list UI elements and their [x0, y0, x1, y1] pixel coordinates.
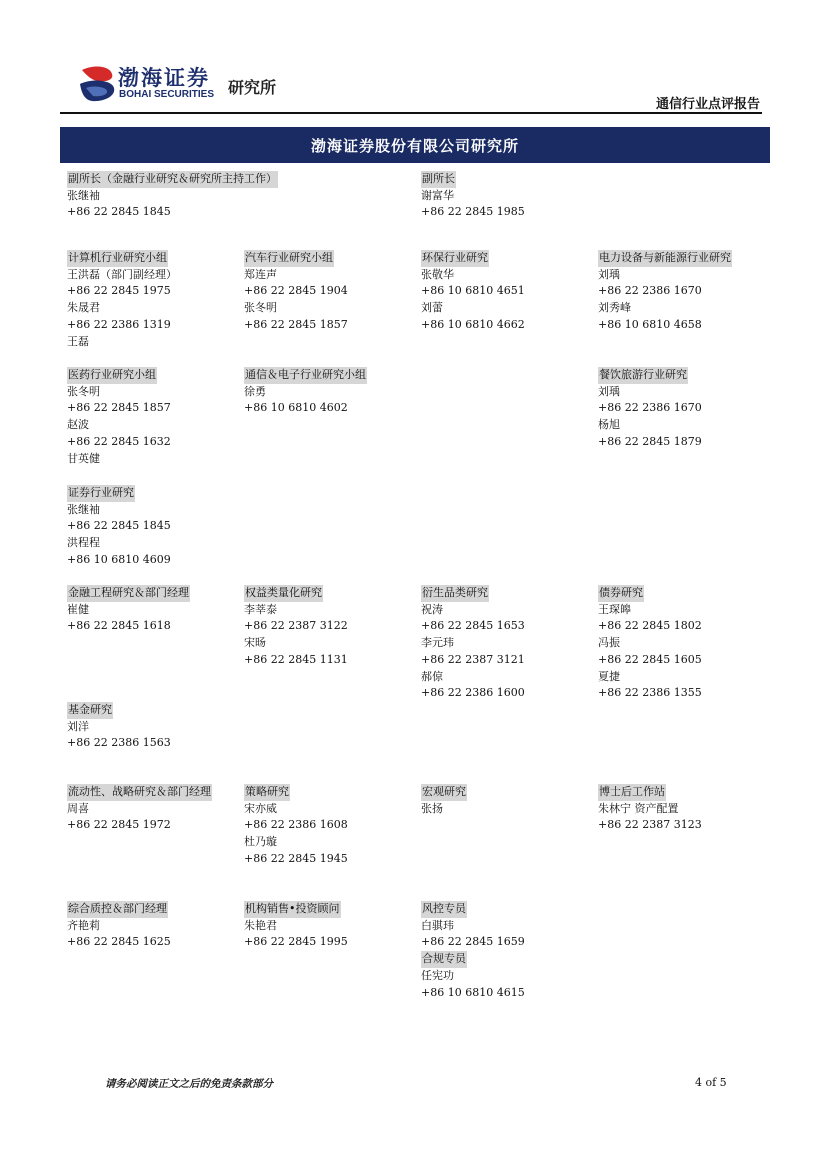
group-line: +86 22 2845 1879 [598, 434, 702, 448]
group-line: +86 10 6810 4602 [244, 401, 348, 415]
contact-group [67, 250, 177, 350]
logo-department: 研究所 [228, 78, 277, 97]
contact-group [598, 367, 702, 451]
group-title: 电力设备与新能源行业研究 [598, 250, 732, 267]
contact-group [598, 784, 702, 834]
banner-title: 渤海证券股份有限公司研究所 [310, 136, 519, 155]
group-line: +86 22 2387 3123 [598, 818, 702, 832]
group-title: 汽车行业研究小组 [244, 250, 334, 267]
contact-group [421, 784, 467, 817]
group-line: 刘秀峰 [598, 301, 631, 315]
group-line: 郝倞 [421, 669, 443, 683]
group-line: 刘瑀 [598, 384, 620, 398]
group-line: +86 22 2845 1625 [67, 935, 171, 949]
group-line: +86 22 2845 1995 [244, 935, 348, 949]
group-line: +86 22 2845 1904 [244, 284, 348, 298]
group-line: +86 22 2845 1972 [67, 818, 171, 832]
group-line: 甘英健 [67, 451, 100, 465]
group-title: 医药行业研究小组 [67, 367, 157, 384]
group-line: +86 22 2387 3122 [244, 619, 348, 633]
contact-group [598, 250, 732, 334]
group-title: 合规专员 [421, 951, 467, 968]
group-line: +86 22 2386 1600 [421, 686, 525, 700]
group-line: 张继袖 [67, 188, 100, 202]
group-line: +86 22 2845 1802 [598, 619, 702, 633]
contact-group [244, 901, 348, 951]
group-line: 朱艳君 [244, 918, 277, 932]
group-line: 徐勇 [244, 384, 266, 398]
group-line: +86 22 2386 1355 [598, 686, 702, 700]
contact-group [67, 171, 278, 221]
group-line: 祝涛 [421, 602, 443, 616]
group-line: +86 22 2845 1659 [421, 935, 525, 949]
group-line: +86 22 2386 1319 [67, 317, 171, 331]
group-title: 副所长 [421, 171, 456, 188]
group-line: +86 22 2845 1131 [244, 652, 348, 666]
group-line: +86 22 2386 1563 [67, 736, 171, 750]
group-line: 赵波 [67, 418, 89, 432]
contact-group [67, 367, 171, 467]
group-line: 谢富华 [421, 188, 454, 202]
contact-group [67, 585, 190, 635]
group-title: 综合质控＆部门经理 [67, 901, 168, 918]
group-line: 王琛皞 [598, 602, 631, 616]
group-line: +86 22 2845 1845 [67, 519, 171, 533]
contact-group [67, 702, 171, 752]
group-line: 刘洋 [67, 719, 89, 733]
group-title: 证券行业研究 [67, 485, 135, 502]
group-line: +86 22 2386 1670 [598, 401, 702, 415]
group-title: 通信＆电子行业研究小组 [244, 367, 367, 384]
group-line: 崔健 [67, 602, 89, 616]
group-line: +86 10 6810 4651 [421, 284, 525, 298]
group-line: +86 22 2845 1985 [421, 205, 525, 219]
group-line: 朱林宁 资产配置 [598, 801, 679, 815]
group-line: 宋亦威 [244, 801, 277, 815]
company-logo [78, 62, 290, 106]
group-line: +86 10 6810 4615 [421, 985, 525, 999]
group-title: 副所长（金融行业研究＆研究所主持工作） [67, 171, 278, 188]
group-line: +86 22 2845 1857 [67, 401, 171, 415]
group-line: +86 22 2845 1653 [421, 619, 525, 633]
group-line: +86 22 2845 1632 [67, 434, 171, 448]
group-line: 宋旸 [244, 636, 266, 650]
group-title: 计算机行业研究小组 [67, 250, 168, 267]
group-line: 郑连声 [244, 267, 277, 281]
group-title: 债券研究 [598, 585, 644, 602]
group-line: 张继袖 [67, 502, 100, 516]
group-line: 齐艳莉 [67, 918, 100, 932]
contact-group [67, 485, 171, 569]
group-title: 基金研究 [67, 702, 113, 719]
group-line: +86 22 2845 1845 [67, 205, 171, 219]
report-type: 通信行业点评报告 [655, 97, 760, 112]
group-line: 杜乃璇 [244, 835, 277, 849]
contact-group [244, 784, 348, 868]
disclaimer-note: 请务必阅读正文之后的免责条款部分 [105, 1078, 273, 1090]
group-title: 风控专员 [421, 901, 467, 918]
contact-group [244, 250, 348, 334]
group-line: 刘蕾 [421, 301, 443, 315]
contact-group [67, 901, 171, 951]
group-line: +86 22 2845 1975 [67, 284, 171, 298]
contact-group [421, 250, 525, 334]
group-title: 衍生品类研究 [421, 585, 489, 602]
group-line: 李元玮 [421, 636, 454, 650]
group-title: 餐饮旅游行业研究 [598, 367, 688, 384]
group-line: 白骐玮 [421, 918, 454, 932]
group-line: +86 10 6810 4609 [67, 552, 171, 566]
group-line: 杨旭 [598, 418, 620, 432]
group-line: +86 22 2845 1605 [598, 652, 702, 666]
group-line: 冯振 [598, 636, 620, 650]
contact-group [421, 171, 525, 221]
group-title: 机构销售•投资顾问 [244, 901, 341, 918]
group-title: 宏观研究 [421, 784, 467, 801]
group-line: 任宪功 [421, 968, 454, 982]
bohai-logo-icon [78, 64, 118, 104]
group-title: 流动性、战略研究＆部门经理 [67, 784, 212, 801]
group-line: 张敬华 [421, 267, 454, 281]
group-line: +86 10 6810 4658 [598, 317, 702, 331]
contact-group [598, 585, 702, 702]
group-line: +86 22 2386 1670 [598, 284, 702, 298]
group-title: 策略研究 [244, 784, 290, 801]
group-line: 刘瑀 [598, 267, 620, 281]
group-line: 张冬明 [244, 301, 277, 315]
group-line: 洪程程 [67, 536, 100, 550]
contact-group [67, 784, 212, 834]
group-line: 朱晟君 [67, 301, 100, 315]
group-line: +86 22 2386 1608 [244, 818, 348, 832]
group-line: +86 22 2845 1618 [67, 619, 171, 633]
group-line: +86 10 6810 4662 [421, 317, 525, 331]
section-banner [60, 127, 770, 163]
group-title: 博士后工作站 [598, 784, 666, 801]
group-line: +86 22 2845 1945 [244, 851, 348, 865]
contact-group [244, 367, 367, 417]
group-line: 李莘泰 [244, 602, 277, 616]
contact-group [421, 585, 525, 702]
group-line: 张冬明 [67, 384, 100, 398]
header-divider [60, 112, 762, 114]
group-line: 张扬 [421, 801, 443, 815]
logo-chinese-name: 渤海证券 [118, 66, 210, 90]
group-title: 金融工程研究＆部门经理 [67, 585, 190, 602]
logo-english-name: BOHAI SECURITIES [119, 89, 215, 100]
group-line: 王磊 [67, 334, 89, 348]
group-line: 夏捷 [598, 669, 620, 683]
page-number: 4 of 5 [695, 1076, 727, 1089]
group-line: +86 22 2845 1857 [244, 317, 348, 331]
contact-group [421, 901, 525, 1001]
contact-group [244, 585, 348, 669]
group-title: 环保行业研究 [421, 250, 489, 267]
group-title: 权益类量化研究 [244, 585, 323, 602]
group-line: 王洪磊（部门副经理） [67, 267, 177, 281]
group-line: +86 22 2387 3121 [421, 652, 525, 666]
group-line: 周喜 [67, 801, 89, 815]
